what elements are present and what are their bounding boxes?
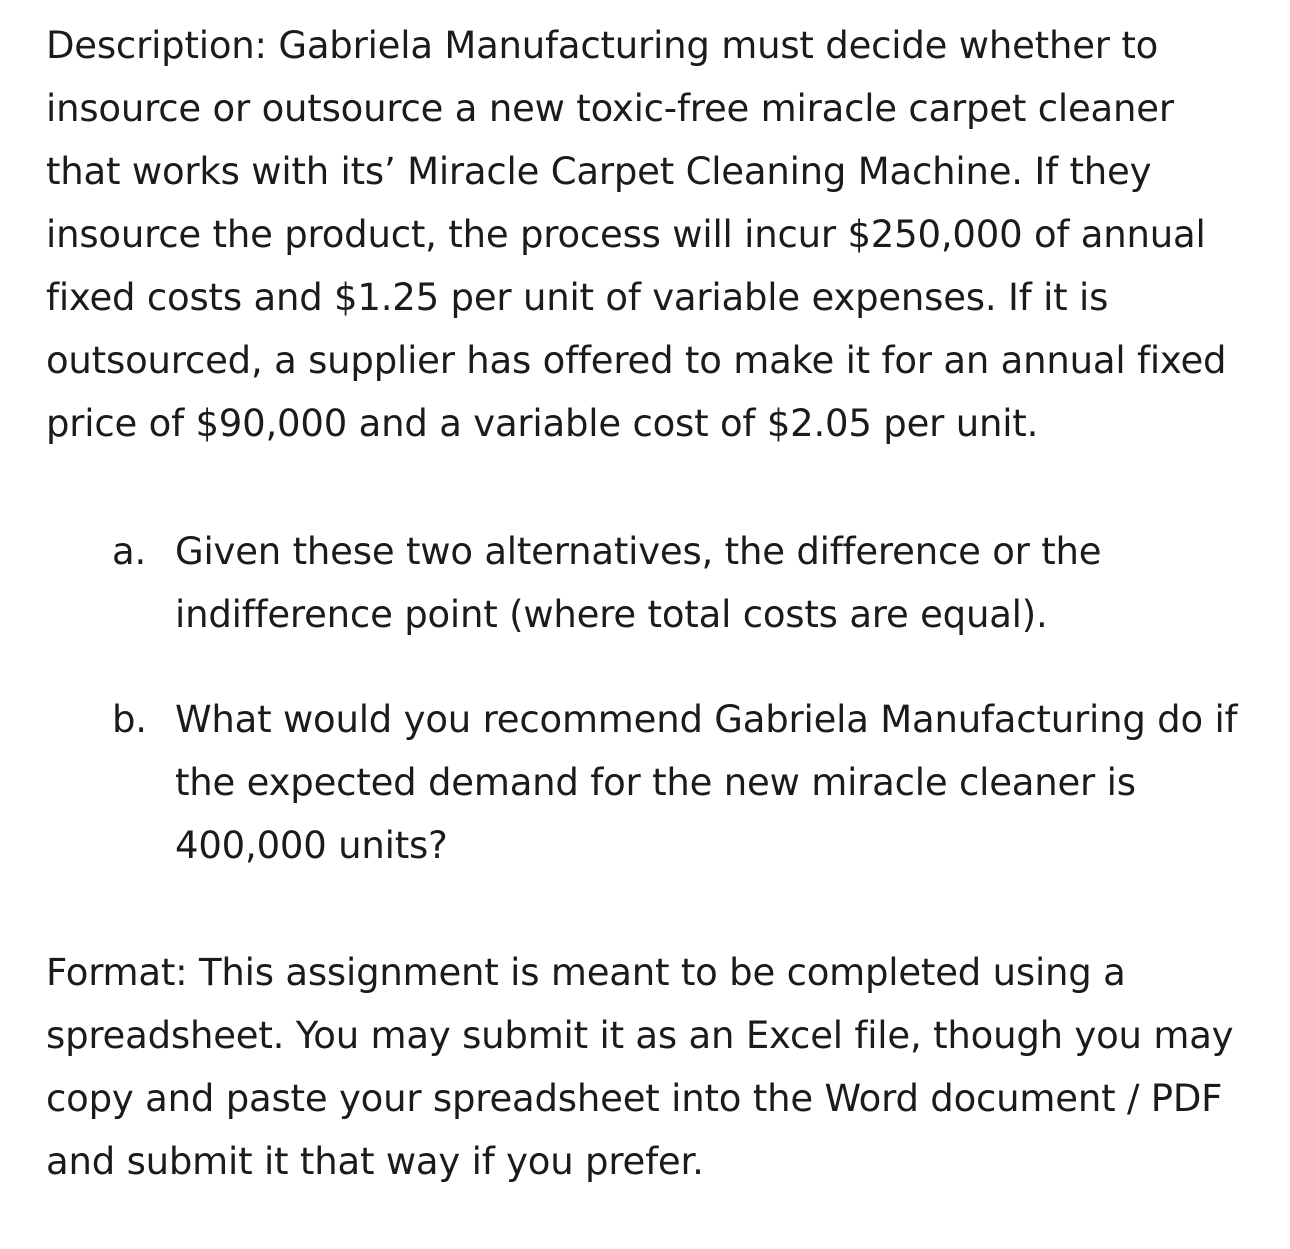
question-b-marker: b. bbox=[112, 698, 147, 741]
question-b-text: What would you recommend Gabriela Manufacturing do if the expected demand for the new miracle cleaner is 400,000 units? bbox=[175, 698, 1238, 867]
question-list bbox=[46, 520, 1256, 877]
question-a bbox=[46, 520, 1256, 646]
description-paragraph: Description: Gabriela Manufacturing must decide whether to insource or outsource a new toxic-free miracle carpet cleaner that works with its’ Miracle Carpet Cleaning Machine. If they insource the product, the process will incur $250,000 of annual fixed costs and $1.25 per unit of variable expenses. If it is outsourced, a supplier has offered to make it for an annual fixed price of $90,000 and a variable cost of $2.05 per unit. bbox=[46, 24, 1227, 445]
assignment-document bbox=[46, 14, 1256, 1193]
question-a-marker: a. bbox=[112, 530, 147, 573]
question-a-text: Given these two alternatives, the difference or the indifference point (where total costs are equal). bbox=[175, 530, 1102, 636]
format-paragraph: Format: This assignment is meant to be completed using a spreadsheet. You may submit it as an Excel file, though you may copy and paste your spreadsheet into the Word document / PDF and submit it that way if you prefer. bbox=[46, 951, 1234, 1183]
question-b bbox=[46, 688, 1256, 877]
